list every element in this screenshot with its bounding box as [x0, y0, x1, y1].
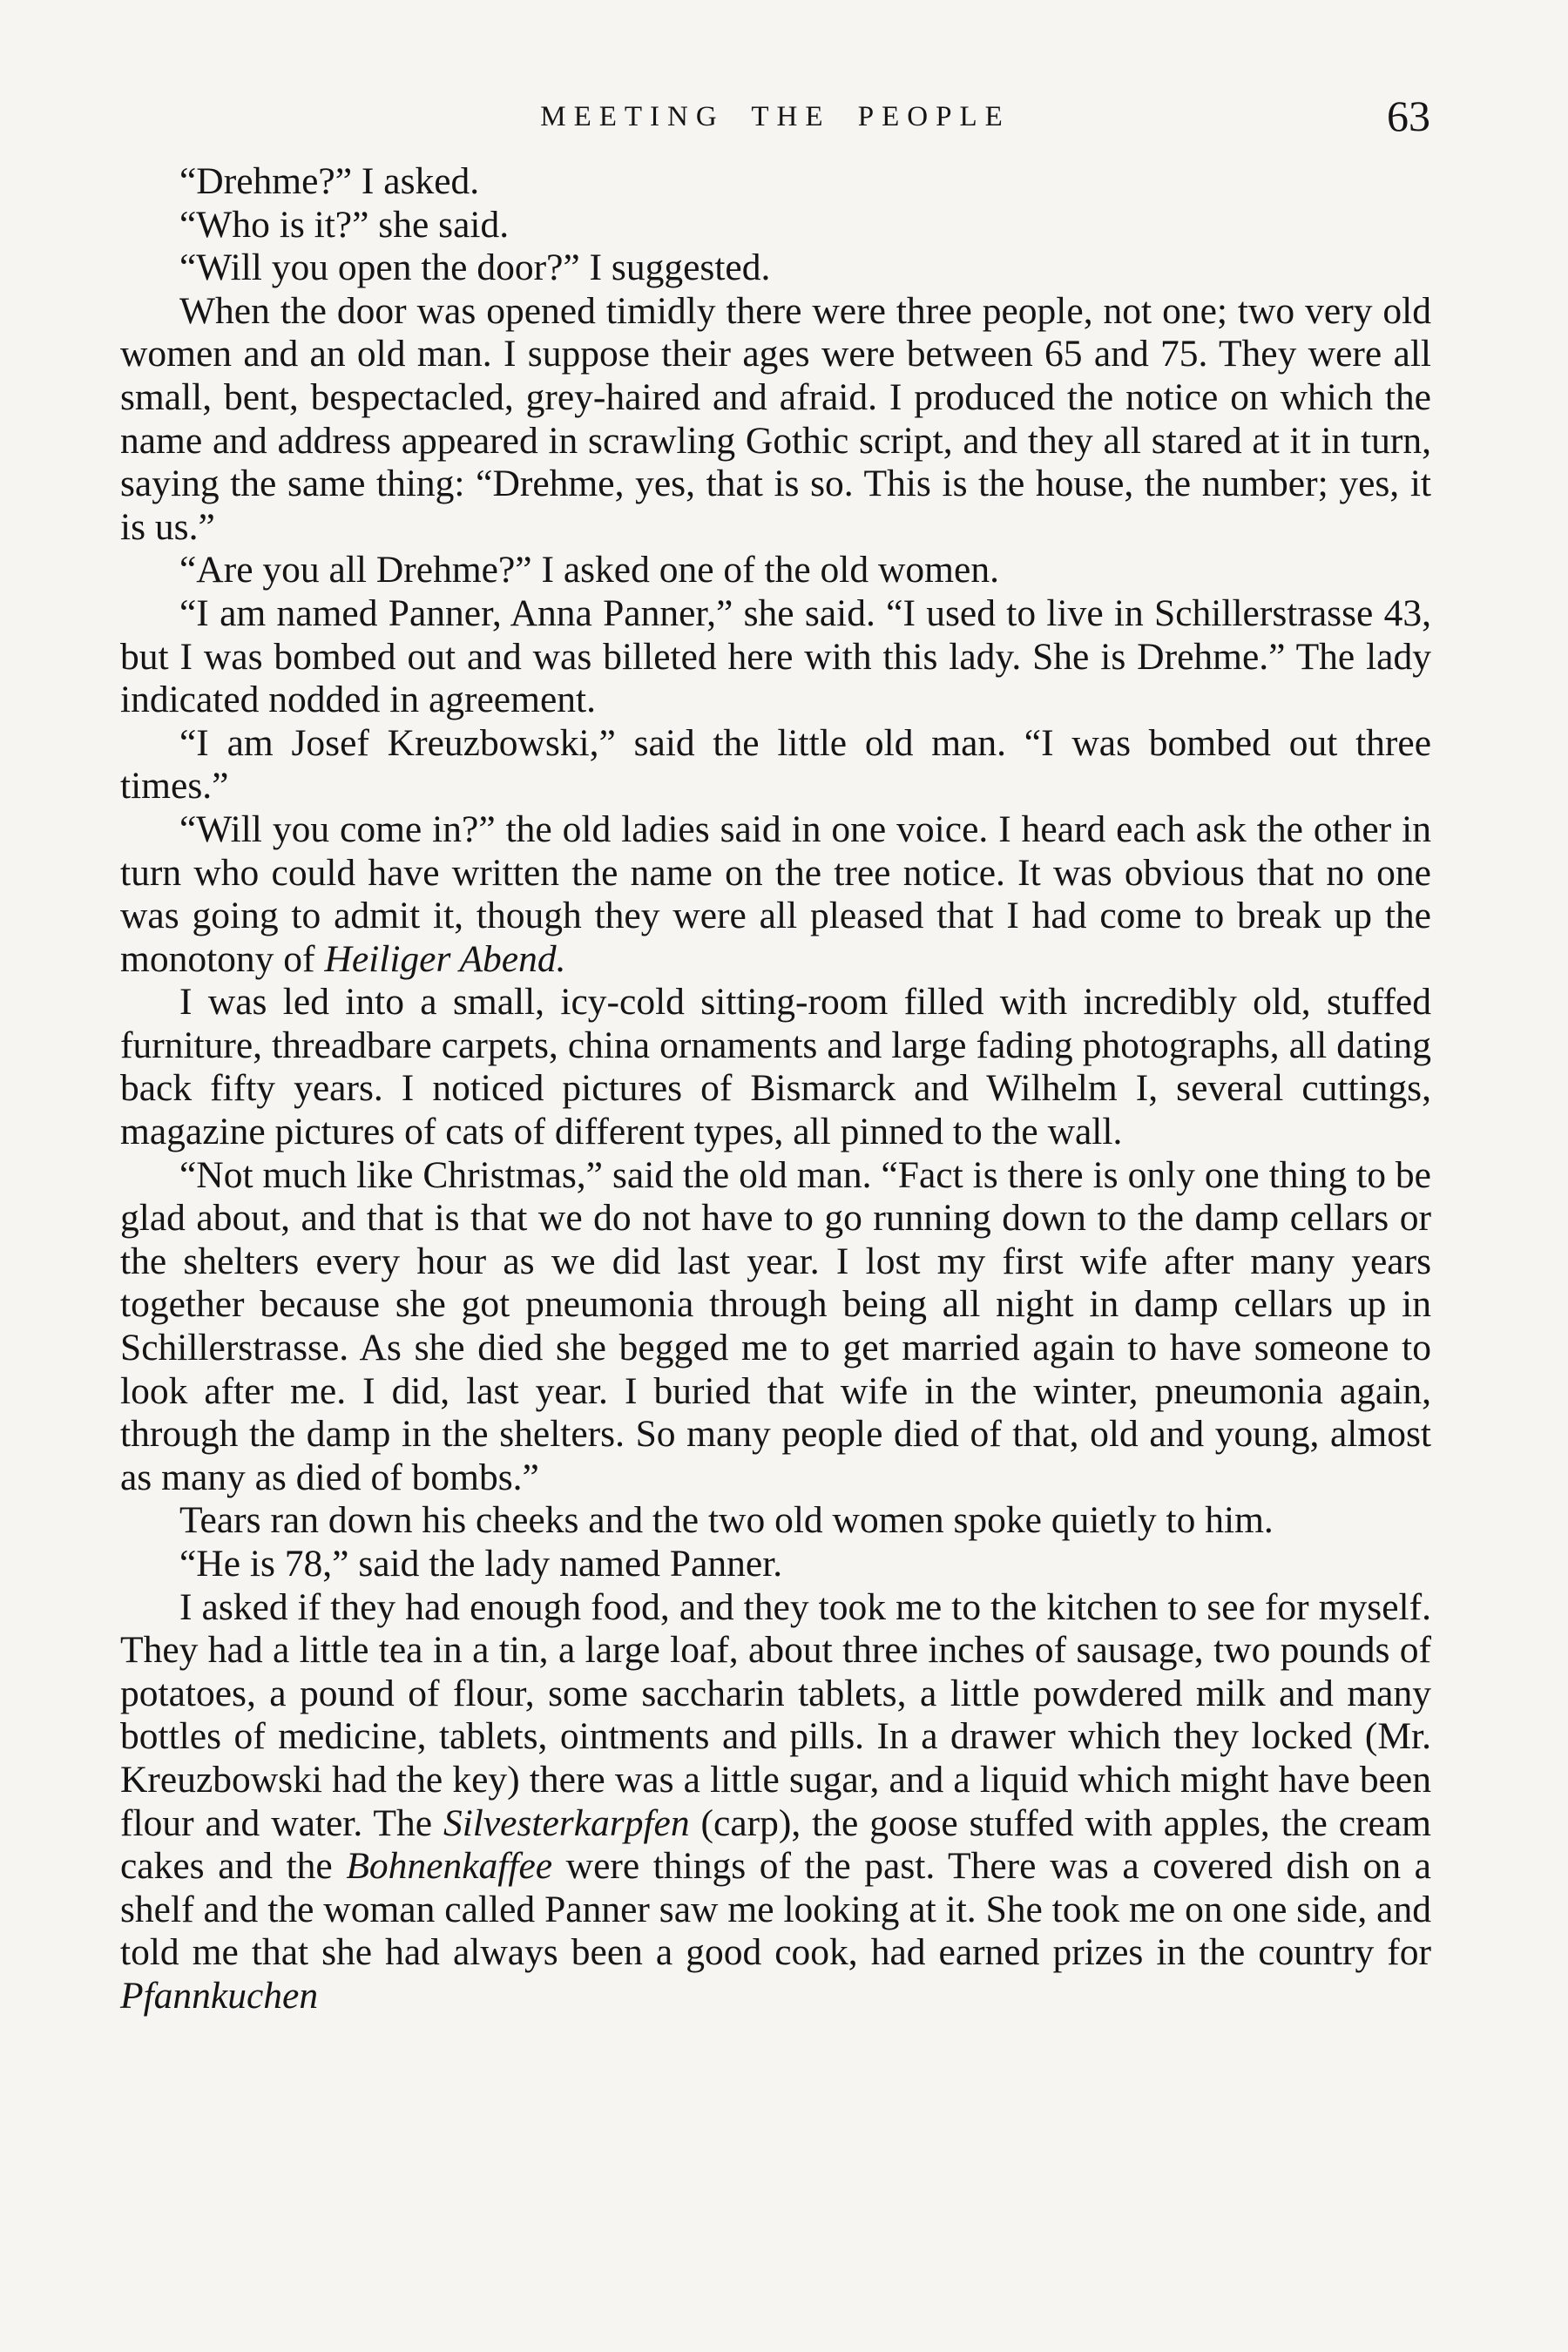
paragraph-text: I asked if they had enough food, and they took me to the kitchen to see for myself. They had a little tea in a tin, a large loaf, about three inches of sausage, two pounds of potatoes, a pound of flour, some saccharin tablets, a little powdered milk and many bottles of medicine, tablets, ointments and pills. In a drawer which they locked (Mr. Kreuzbowski had the key) there was a little sugar, and a liquid which might have been flour and water. The [120, 1585, 1431, 1844]
paragraph [120, 808, 1431, 981]
paragraph: “Who is it?” she said. [179, 203, 510, 246]
paragraph-text: (carp), the goose stuffed with apples, the cream cakes and the [120, 1801, 1431, 1888]
paragraph-text: “Will you come in?” the old ladies said in one voice. I heard each ask the other in turn who could have written the name on the tree notice. It was obvious that no one was going to admit it, though they were all pleased that I had come to break up the monotony of [120, 808, 1431, 980]
running-title: MEETING THE PEOPLE [540, 101, 1010, 132]
italic-phrase: Heiliger Abend. [324, 937, 566, 980]
paragraph: “Drehme?” I asked. [179, 160, 480, 202]
paragraph: Tears ran down his cheeks and the two old women spoke quietly to him. [179, 1499, 1274, 1542]
italic-phrase: Pfannkuchen [120, 1974, 319, 2017]
paragraph-text: were things of the past. There was a covered dish on a shelf and the woman called Panner saw me looking at it. She took me on one side, and told me that she had always been a good cook, had earned prizes in the country for [120, 1845, 1431, 1974]
paragraph: “Are you all Drehme?” I asked one of the old women. [179, 549, 999, 591]
paragraph: “I am named Panner, Anna Panner,” she said. “I used to live in Schillerstrasse 43, but I was bombed out and was billeted here with this lady. She is Drehme.” The lady indicated nodded in agreement. [120, 591, 1431, 721]
italic-phrase: Bohnenkaffee [346, 1845, 553, 1888]
paragraph: When the door was opened timidly there were three people, not one; two very old women and an old man. I suppose their ages were between 65 and 75. They were all small, bent, bespectacled, grey-haired and afraid. I produced the notice on which the name and address appeared in scrawling Gothic script, and they all stared at it in turn, saying the same thing: “Drehme, yes, that is so. This is the house, the number; yes, it is us.” [120, 289, 1431, 548]
paragraph: I was led into a small, icy-cold sitting-room filled with incredibly old, stuffed furniture, threadbare carpets, china ornaments and large fading photographs, all dating back fifty years. I noticed pictures of Bismarck and Wilhelm I, several cuttings, magazine pictures of cats of different types, all pinned to the wall. [120, 981, 1431, 1153]
italic-phrase: Silvesterkarpfen [443, 1801, 690, 1844]
paragraph: “I am Josef Kreuzbowski,” said the little old man. “I was bombed out three times.” [120, 721, 1431, 808]
body-text [120, 160, 1431, 2018]
paragraph: “Not much like Christmas,” said the old man. “Fact is there is only one thing to be glad about, and that is that we do not have to go running down to the damp cellars or the shelters every hour as we did last year. I lost my first wife after many years together because she got pneumonia through being all night in damp cellars up in Schillerstrasse. As she died she begged me to get married again to have someone to look after me. I did, last year. I buried that wife in the winter, pneumonia again, through the damp in the shelters. So many people died of that, old and young, almost as many as died of bombs.” [120, 1153, 1431, 1498]
paragraph: “Will you open the door?” I suggested. [179, 247, 771, 289]
paragraph: “He is 78,” said the lady named Panner. [179, 1543, 783, 1585]
paragraph [120, 1586, 1431, 2018]
page-number: 63 [1387, 91, 1430, 140]
running-head [122, 91, 1429, 143]
